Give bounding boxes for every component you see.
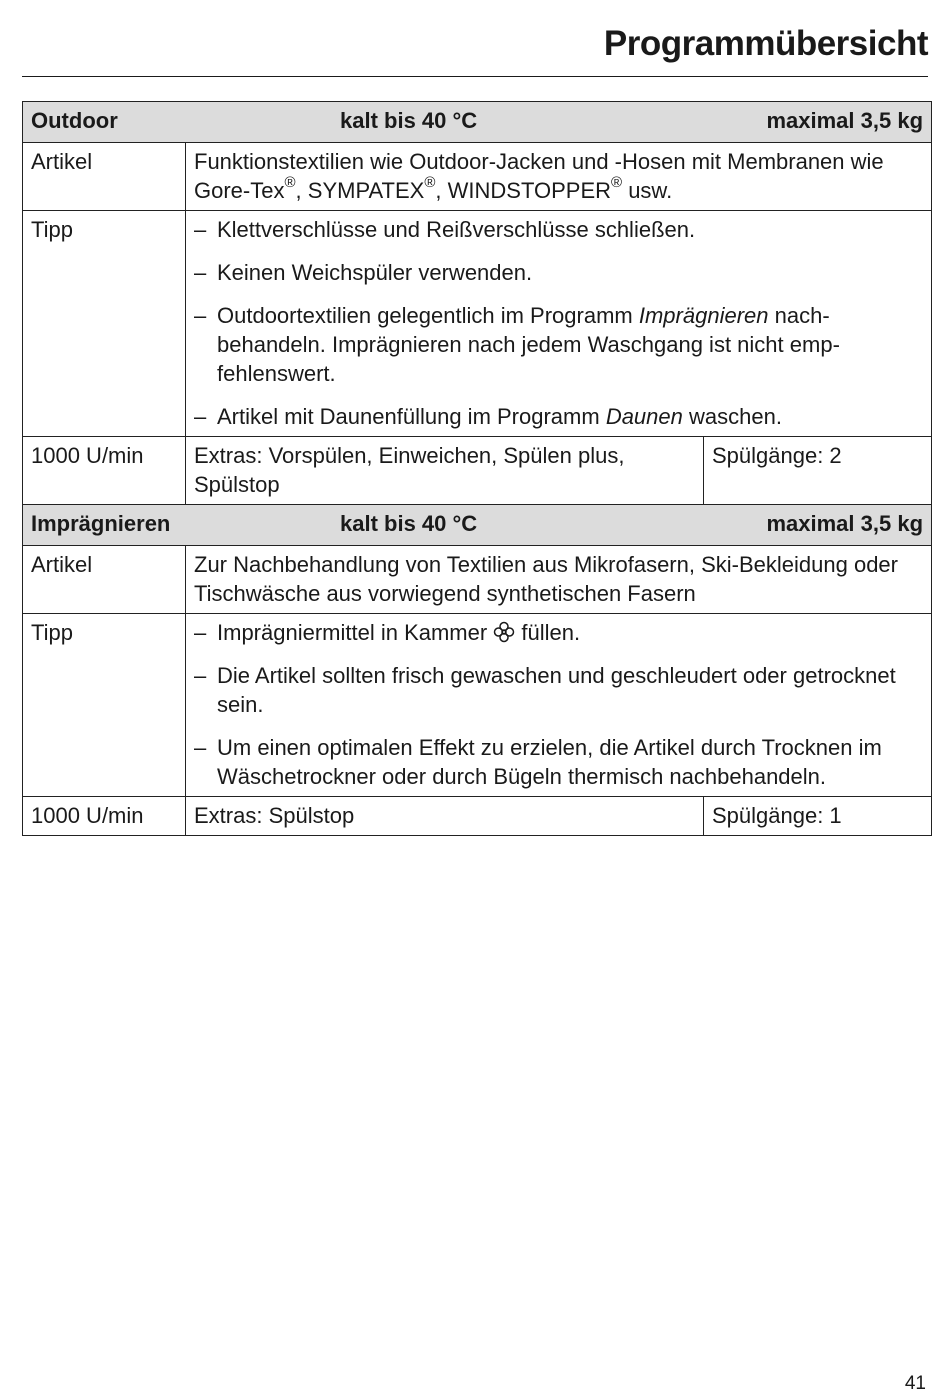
impraegnieren-artikel-row: [23, 546, 932, 614]
rinse-count: Spülgänge: 2: [704, 437, 932, 505]
impraegnieren-tipp-row: [23, 614, 932, 797]
artikel-description: Funktionstextilien wie Outdoor-Jacken und -Hosen mit Membranen wie Gore-Tex®, SYMPATEX®, WINDSTOPPER® usw.: [186, 143, 932, 211]
extras-list: Extras: Vorspülen, Einweichen, Spülen plus, Spülstop: [186, 437, 704, 505]
program-table: [22, 101, 932, 836]
flower-compartment-icon: [493, 621, 515, 643]
program-temperature: kalt bis 40 °C: [340, 108, 478, 133]
outdoor-tipp-row: [23, 211, 932, 437]
tip-item: – Die Artikel sollten frisch gewaschen und geschleudert oder getrocknet sein.: [194, 663, 896, 717]
tip-item: – Um einen optimalen Effekt zu erzielen, die Artikel durch Trocknen im Wäschetrockner oder durch Bügeln thermisch nachbehandeln.: [194, 735, 882, 789]
extras-list: Extras: Spülstop: [186, 797, 704, 836]
row-label: Tipp: [23, 614, 186, 797]
row-label: Artikel: [23, 143, 186, 211]
outdoor-header-row: [23, 102, 932, 143]
program-temperature: kalt bis 40 °C: [340, 511, 478, 536]
tip-item: – Klettverschlüsse und Reißverschlüsse schließen.: [194, 217, 696, 242]
impraegnieren-header-row: [23, 505, 932, 546]
page-number: 41: [904, 1373, 926, 1394]
title-divider: [22, 76, 928, 77]
artikel-description: Zur Nachbehandlung von Textilien aus Mikrofasern, Ski-Bekleidung oder Tischwäsche aus vorwiegend synthetischen Fasern: [186, 546, 932, 614]
row-label: Tipp: [23, 211, 186, 437]
tip-item: – Keinen Weichspüler verwenden.: [194, 260, 533, 285]
impraegnieren-settings-row: [23, 797, 932, 836]
tip-list: [194, 618, 923, 791]
row-label: Artikel: [23, 546, 186, 614]
page-title: Programmübersicht: [603, 24, 928, 63]
tip-item: – Outdoortextilien gelegentlich im Programm Imprägnieren nachbehandeln. Imprägnieren nach jedem Waschgang ist nicht empfehlenswert.: [194, 303, 840, 386]
rinse-count: Spülgänge: 1: [704, 797, 932, 836]
tip-item: – Artikel mit Daunenfüllung im Programm Daunen waschen.: [194, 404, 782, 429]
outdoor-settings-row: [23, 437, 932, 505]
spin-speed: 1000 U/min: [23, 437, 186, 505]
program-max-load: maximal 3,5 kg: [766, 511, 924, 536]
tip-list: [194, 215, 923, 431]
tip-item: – Imprägniermittel in Kammer füllen.: [194, 620, 581, 645]
spin-speed: 1000 U/min: [23, 797, 186, 836]
program-name: Imprägnieren: [31, 511, 171, 536]
program-max-load: maximal 3,5 kg: [766, 108, 924, 133]
outdoor-artikel-row: [23, 143, 932, 211]
program-name: Outdoor: [31, 108, 118, 133]
